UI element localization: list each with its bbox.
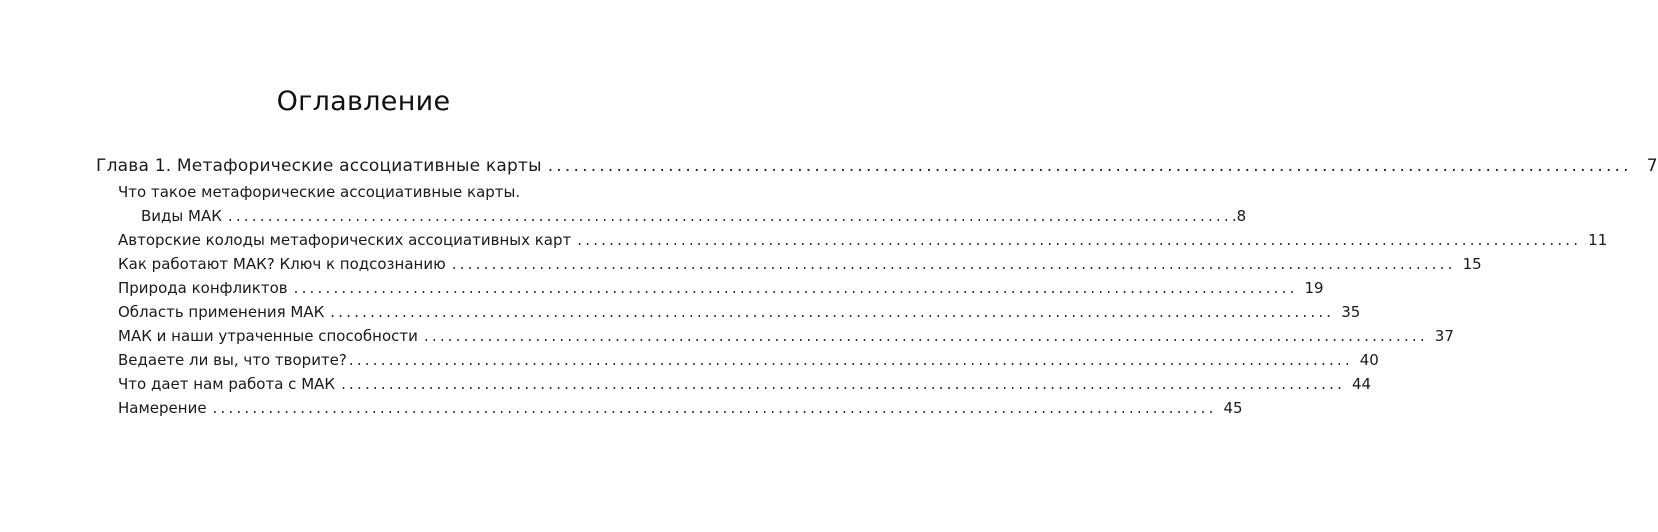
dot-leader: ..............................................................................................................................: [451, 255, 1456, 273]
toc-entry[interactable]: [141, 204, 1247, 228]
toc-entry-page: 45: [1223, 399, 1243, 417]
dot-leader: ..............................................................................................................................: [547, 156, 1632, 176]
toc-entry-page: 19: [1304, 279, 1324, 297]
toc-entry[interactable]: [118, 396, 1243, 420]
toc-entry-title: Что дает нам работа с МАК: [118, 375, 336, 393]
toc-entry[interactable]: [118, 348, 1379, 372]
toc-entry-page: 15: [1462, 255, 1482, 273]
toc-entry[interactable]: [118, 228, 1608, 252]
dot-leader: ..............................................................................................................................: [212, 399, 1217, 417]
toc-entry-title: Область применения МАК: [118, 303, 325, 321]
chapter-page-number: 7: [1646, 156, 1658, 176]
toc-entry[interactable]: [118, 300, 1361, 324]
dot-leader: ..............................................................................................................................: [330, 303, 1335, 321]
toc-chapter-entry[interactable]: [96, 154, 1658, 178]
toc-entry-title: Виды МАК: [141, 207, 222, 225]
toc-entry-page: 37: [1434, 327, 1454, 345]
toc-entry-title: Ведаете ли вы, что творите?: [118, 351, 347, 369]
toc-entry-page: .8: [1231, 207, 1247, 225]
dot-leader: ..............................................................................................................................: [227, 207, 1232, 225]
chapter-title: Глава 1. Метафорические ассоциативные карты: [96, 156, 542, 176]
dot-leader: ..............................................................................................................................: [293, 279, 1298, 297]
toc-entry[interactable]: [118, 372, 1372, 396]
page-title: Оглавление: [276, 86, 451, 117]
toc-entry-title: Как работают МАК? Ключ к подсознанию: [118, 255, 446, 273]
toc-entry-title: Природа конфликтов: [118, 279, 288, 297]
toc-entry-page: 40: [1359, 351, 1379, 369]
dot-leader: ..............................................................................................................................: [577, 231, 1582, 249]
dot-leader: ..............................................................................................................................: [341, 375, 1346, 393]
dot-leader: ..............................................................................................................................: [348, 351, 1353, 369]
toc-entry-title: Намерение: [118, 399, 207, 417]
toc-entry-title: МАК и наши утраченные способности: [118, 327, 418, 345]
toc-entry[interactable]: [118, 276, 1324, 300]
toc-entry-page: 11: [1588, 231, 1608, 249]
toc-entry[interactable]: [118, 252, 1482, 276]
dot-leader: ..............................................................................................................................: [423, 327, 1428, 345]
toc-entry-page: 35: [1341, 303, 1361, 321]
toc-entry-line: Что такое метафорические ассоциативные карты.: [118, 183, 521, 201]
toc-entry-title: Авторские колоды метафорических ассоциативных карт: [118, 231, 572, 249]
toc-entry[interactable]: [118, 324, 1454, 348]
toc-entry-page: 44: [1351, 375, 1372, 393]
